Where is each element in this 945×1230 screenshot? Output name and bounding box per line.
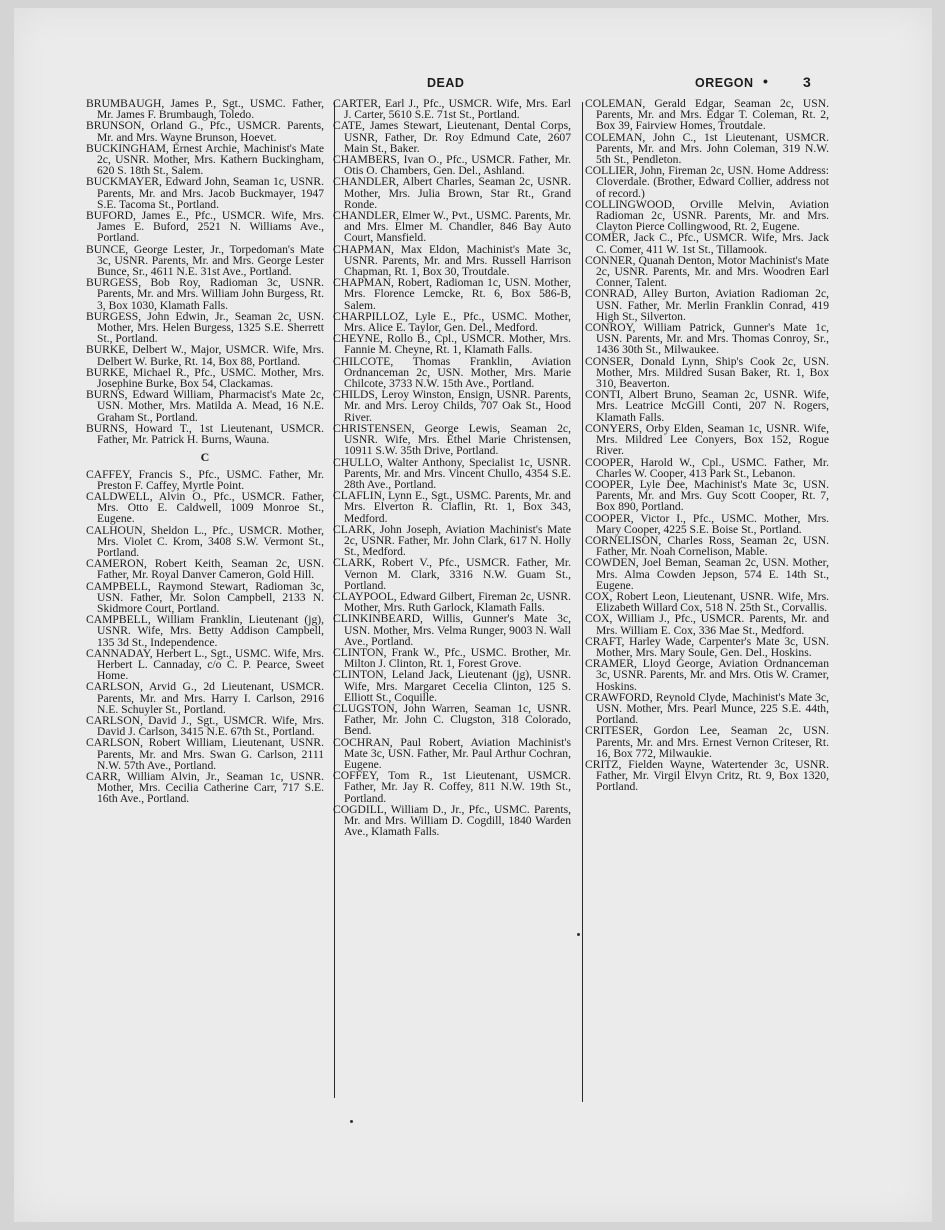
casualty-details: 1st Lieutenant, USMCR. Parents, Mr. and Mrs. John Coleman, 319 N.W. 5th St., Pendleton. xyxy=(596,130,830,167)
speck xyxy=(350,1120,353,1123)
casualty-details: Pfc., USMCR. Father, Mr. Otis O. Chambers, Gen. Del., Ashland. xyxy=(344,153,572,178)
casualty-details: Cpl., USMCR. Mother, Mrs. Fannie M. Cheyne, Rt. 1, Klamath Falls. xyxy=(344,332,571,357)
casualty-name: BUCKINGHAM, Ernest Archie, xyxy=(86,141,240,155)
column-divider xyxy=(582,102,583,1102)
casualty-name: BUFORD, James E., xyxy=(86,209,189,223)
casualty-name: CLINTON, Frank W., xyxy=(333,645,440,659)
casualty-name: BRUMBAUGH, James P., xyxy=(86,97,217,110)
casualty-entry xyxy=(86,558,324,580)
casualty-details: Pfc., USMCR. Wife, Mrs. Jack C. Comer, 411 W. 1st St., Tillamook. xyxy=(596,231,829,256)
casualty-name: COCHRAN, Paul Robert, xyxy=(333,735,464,749)
casualty-name: BUCKMAYER, Edward John, xyxy=(86,175,230,189)
casualty-details: Pfc., USMC. Father, Mr. Preston F. Caffey, Myrtle Point. xyxy=(97,467,324,492)
casualty-details: Pfc., USMCR. Wife, Mrs. Earl J. Carter, 5610 S.E. 71st St., Portland. xyxy=(344,97,572,122)
casualty-details: Pvt., USMC. Parents, Mr. and Mrs. Elmer M. Chandler, 846 Bay Auto Court, Mansfield. xyxy=(344,209,571,245)
casualty-entry xyxy=(585,232,829,254)
casualty-name: CARR, William Alvin, Jr., xyxy=(86,769,220,783)
casualty-name: CALDWELL, Alvin O., xyxy=(86,489,207,503)
casualty-entry xyxy=(86,277,324,311)
speck xyxy=(577,933,580,936)
casualty-entry xyxy=(333,277,571,311)
casualty-name: BURNS, Howard T., xyxy=(86,421,192,435)
casualty-entry xyxy=(585,658,829,692)
casualty-details: Aviation Radioman 2c, USNR. Parents, Mr. and Mrs. Clayton Pierce Collingwood, Rt. 2, Eugene. xyxy=(596,197,829,234)
casualty-name: BURGESS, Bob Roy, xyxy=(86,276,201,290)
casualty-name: BURNS, Edward William, xyxy=(86,388,214,402)
casualty-name: CARLSON, Arvid G., xyxy=(86,680,197,694)
casualty-entry xyxy=(86,367,324,389)
casualty-name: CRAMER, Lloyd George, xyxy=(585,657,714,671)
casualty-entry xyxy=(333,770,571,804)
casualty-name: CONTI, Albert Bruno, xyxy=(585,388,696,402)
casualty-entry xyxy=(585,423,829,457)
casualty-entry xyxy=(333,647,571,669)
casualty-name: CLUGSTON, John Warren, xyxy=(333,701,469,715)
casualty-name: CAFFEY, Francis S., xyxy=(86,467,192,481)
casualty-name: CLARK, Robert V., xyxy=(333,556,433,570)
casualty-details: Sgt., USMC. Wife, Mrs. Herbert L. Cannaday, c/o C. P. Pearce, Sweet Home. xyxy=(97,646,324,683)
casualty-name: CHULLO, Walter Anthony, xyxy=(333,455,465,469)
casualty-name: CHRISTENSEN, George Lewis, xyxy=(333,421,501,435)
casualty-details: 1st Lieutenant, USMCR. Father, Mr. Patrick H. Burns, Wauna. xyxy=(97,421,324,447)
casualty-details: Seaman 2c, USNR. Wife, Mrs. Leatrice McGill Conti, 207 N. Rogers, Klamath Falls. xyxy=(596,388,829,424)
casualty-name: COX, Robert Leon, xyxy=(585,589,680,603)
casualty-entry xyxy=(86,98,324,120)
casualty-details: Seaman 2c, USN. Mother, Mrs. Helen Burgess, 1325 S.E. Sherrett St., Portland. xyxy=(97,309,324,346)
casualty-entry xyxy=(86,423,324,445)
casualty-entry xyxy=(585,557,829,591)
casualty-entry xyxy=(333,120,571,154)
casualty-entry xyxy=(86,210,324,244)
casualty-details: Pfc., USMC. Mother, Mrs. Josephine Burke, Box 54, Clackamas. xyxy=(97,365,324,391)
section-letter: C xyxy=(200,450,210,465)
casualty-entry xyxy=(333,423,571,457)
casualty-entry xyxy=(86,469,324,491)
casualty-entry xyxy=(333,333,571,355)
casualty-name: BUNCE, George Lester, Jr., xyxy=(86,242,225,256)
casualty-details: Seaman 2c, USNR. Mother, Mrs. Julia Brown, Star Rt., Grand Ronde. xyxy=(344,175,571,211)
casualty-name: CLARK, John Joseph, xyxy=(333,522,441,536)
casualty-entry xyxy=(86,176,324,210)
casualty-name: COWDEN, Joel Beman, xyxy=(585,556,701,570)
header-bullet: • xyxy=(763,73,769,89)
casualty-details: Sgt., USMCR. Wife, Mrs. David J. Carlson, 3415 N.E. 67th St., Portland. xyxy=(97,713,324,739)
casualty-name: BURKE, Michael R., xyxy=(86,365,190,379)
casualty-entry xyxy=(333,703,571,737)
casualty-name: CHANDLER, Albert Charles, xyxy=(333,175,475,189)
casualty-details: Aviation Machinist's Mate 2c, USNR. Father, Mr. John Clark, 617 N. Holly St., Medford. xyxy=(344,522,571,559)
casualty-entry xyxy=(585,535,829,557)
casualty-entry xyxy=(86,120,324,142)
casualty-name: CLINTON, Leland Jack, xyxy=(333,668,453,682)
casualty-entry xyxy=(585,322,829,356)
casualty-name: CHARPILLOZ, Lyle E., xyxy=(333,309,456,323)
casualty-name: CONSER, Donald Lynn, xyxy=(585,354,709,368)
casualty-details: Specialist 1c, USNR. Parents, Mr. and Mrs. Vincent Chullo, 4354 S.E. 28th Ave., Portland. xyxy=(344,455,571,491)
casualty-details: Fireman 2c, USN. Home Address: Cloverdale. (Brother, Edward Collier, address not of record.) xyxy=(596,164,830,200)
casualty-entry xyxy=(86,491,324,525)
casualty-details: Seaman 2c, USNR. Wife, Mrs. Ethel Marie Christensen, 10911 S.W. 35th Drive, Portland. xyxy=(344,421,571,458)
casualty-name: CRAFT, Harley Wade, xyxy=(585,634,695,648)
casualty-entry xyxy=(585,613,829,635)
casualty-entry xyxy=(333,490,571,524)
casualty-details: Pharmacist's Mate 2c, USN. Mother, Mrs. Matilda A. Mead, 16 N.E. Graham St., Portland. xyxy=(97,388,325,424)
casualty-details: Ensign, USNR. Parents, Mr. and Mrs. Leroy Childs, 707 Oak St., Hood River. xyxy=(344,388,571,424)
casualty-details: Pfc., USMCR. Father, Mr. Vernon M. Clark, 3316 N.W. Guam St., Portland. xyxy=(344,556,571,592)
casualty-entry xyxy=(585,199,829,233)
casualty-details: Seaman 2c, USN. Parents, Mr. and Mrs. Edgar T. Coleman, Rt. 2, Box 39, Fairview Homes, Troutdale. xyxy=(596,97,829,133)
casualty-name: CANNADAY, Herbert L., xyxy=(86,646,208,660)
casualty-name: CLAYPOOL, Edward Gilbert, xyxy=(333,589,475,603)
casualty-name: COGDILL, William D., Jr., xyxy=(333,802,465,816)
casualty-name: COOPER, Harold W., xyxy=(585,455,695,469)
casualty-details: Sgt., USMC. Parents, Mr. and Mrs. Elverton R. Claflin, Rt. 1, Box 343, Medford. xyxy=(344,489,571,525)
casualty-entry xyxy=(333,154,571,176)
casualty-name: COOPER, Lyle Dee, xyxy=(585,477,688,491)
casualty-entry xyxy=(86,244,324,278)
casualty-details: Seaman 2c, USN. Father, Mr. Royal Danver Cameron, Gold Hill. xyxy=(97,557,324,582)
casualty-entry xyxy=(86,737,324,771)
casualty-details: Machinist's Mate 2c, USNR. Mother, Mrs. Kathern Buckingham, 620 S. 18th St., Salem. xyxy=(97,141,324,178)
casualty-entry xyxy=(86,681,324,715)
casualty-entry xyxy=(333,557,571,591)
casualty-entry xyxy=(86,311,324,345)
casualty-entry xyxy=(585,457,829,479)
casualty-entry xyxy=(585,389,829,423)
casualty-name: CRITZ, Fielden Wayne, xyxy=(585,757,705,771)
casualty-name: CONRAD, Alley Burton, xyxy=(585,287,710,301)
casualty-entry xyxy=(86,771,324,805)
column-3 xyxy=(585,98,829,793)
casualty-name: CHAMBERS, Ivan O., xyxy=(333,153,443,167)
casualty-entry xyxy=(333,244,571,278)
casualty-details: Machinist's Mate 3c, USN. Parents, Mr. and Mrs. Guy Scott Cooper, Rt. 7, Box 890, Portland. xyxy=(596,477,829,514)
casualty-details: Aviation Radioman 2c, USN. Father, Mr. Merlin Franklin Conrad, 419 High St., Silverton. xyxy=(596,287,830,323)
casualty-name: CARLSON, David J., xyxy=(86,713,192,727)
casualty-details: Aviation Ordnanceman 2c, USN. Mother, Mrs. Marie Chilcote, 3733 N.W. 15th Ave., Portland. xyxy=(344,354,571,391)
casualty-entry xyxy=(585,759,829,793)
casualty-details: 2d Lieutenant, USMCR. Parents, Mr. and Mrs. Harry I. Carlson, 2916 N.E. Schuyler St., Portland. xyxy=(97,680,325,716)
casualty-entry xyxy=(333,737,571,771)
casualty-entry xyxy=(86,581,324,615)
casualty-details: Gunner's Mate 1c, USN. Parents, Mr. and Mrs. Thomas Conroy, Sr., 1436 30th St., Milwaukee. xyxy=(596,321,829,357)
document-page xyxy=(14,8,932,1222)
casualty-name: COMER, Jack C., xyxy=(585,231,673,245)
casualty-details: Seaman 2c, USN. Mother, Mrs. Alma Cowden Jepson, 574 E. 14th St., Eugene. xyxy=(596,556,829,592)
casualty-name: COFFEY, Tom R., xyxy=(333,769,433,783)
casualty-name: CONNER, Quanah Denton, xyxy=(585,253,715,267)
casualty-name: CHILDS, Leroy Winston, xyxy=(333,388,455,402)
state-title: OREGON xyxy=(695,76,754,90)
casualty-name: CHAPMAN, Robert, xyxy=(333,276,433,290)
casualty-entry xyxy=(585,132,829,166)
casualty-details: Motor Machinist's Mate 2c, USNR. Parents, Mr. and Mrs. Woodren Earl Conner, Talent. xyxy=(596,253,830,290)
casualty-name: CAMERON, Robert Keith, xyxy=(86,557,224,571)
casualty-entry xyxy=(86,143,324,177)
casualty-details: Lieutenant (jg), USNR. Wife, Mrs. Margaret Cecelia Clinton, 125 S. Elliott St., Coquille. xyxy=(344,668,571,704)
casualty-entry xyxy=(585,591,829,613)
casualty-name: CHAPMAN, Max Eldon, xyxy=(333,242,460,256)
casualty-name: CLINKINBEARD, Willis, xyxy=(333,612,464,626)
casualty-details: Lieutenant, USNR. Wife, Mrs. Elizabeth Willard Cox, 518 N. 25th St., Corvallis. xyxy=(596,589,830,615)
casualty-entry xyxy=(333,356,571,390)
casualty-name: COLEMAN, Gerald Edgar, xyxy=(585,97,726,110)
casualty-details: Pfc., USMCR. Father, Mrs. Otto E. Caldwell, 1009 Monroe St., Eugene. xyxy=(97,489,324,526)
casualty-details: Pfc., USMC. Mother, Mrs. Mary Cooper, 4225 S.E. Boise St., Portland. xyxy=(596,511,829,536)
casualty-name: CARTER, Earl J., xyxy=(333,97,419,110)
casualty-details: Seaman 1c, USNR. Wife, Mrs. Mildred Lee Conyers, Box 152, Rogue River. xyxy=(596,421,829,458)
casualty-entry xyxy=(86,715,324,737)
casualty-entry xyxy=(585,513,829,535)
casualty-entry xyxy=(585,288,829,322)
casualty-entry xyxy=(585,255,829,289)
casualty-entry xyxy=(86,525,324,559)
casualty-details: Lieutenant, Dental Corps, USNR, Father, Dr. Roy Edmund Cate, 2607 Main St., Baker. xyxy=(344,119,572,155)
page-header xyxy=(14,74,932,92)
casualty-details: Pfc., USMC. Parents, Mr. and Mrs. William D. Cogdill, 1840 Warden Ave., Klamath Falls. xyxy=(344,802,571,839)
casualty-details: Radioman 3c, USNR. Parents, Mr. and Mrs. William John Burgess, Rt. 3, Box 1030, Klamath Falls. xyxy=(97,276,324,312)
casualty-name: CLAFLIN, Lynn E., xyxy=(333,489,428,503)
casualty-entry xyxy=(86,648,324,682)
casualty-details: Seaman 2c, USN. Father, Mr. Noah Cornelison, Mable. xyxy=(596,533,829,559)
casualty-name: BURGESS, John Edwin, Jr., xyxy=(86,309,229,323)
casualty-name: CAMPBELL, Raymond Stewart, xyxy=(86,579,249,593)
casualty-details: Pfc., USMC. Brother, Mr. Milton J. Clinton, Rt. 1, Forest Grove. xyxy=(344,645,571,671)
casualty-entry xyxy=(333,591,571,613)
casualty-entry xyxy=(86,389,324,423)
casualty-name: CALHOUN, Sheldon L., xyxy=(86,523,207,537)
casualty-details: 1st Lieutenant, USMCR. Father, Mr. Jay R. Coffey, 811 N.W. 19th St., Portland. xyxy=(344,769,571,805)
casualty-name: CONYERS, Orby Elden, xyxy=(585,421,704,435)
casualty-name: BURKE, Delbert W., xyxy=(86,343,187,357)
casualty-name: COX, William J., xyxy=(585,612,670,626)
column-2 xyxy=(333,98,571,837)
casualty-details: Machinist's Mate 3c, USN. Mother, Mrs. Pearl Munce, 225 S.E. 44th, Portland. xyxy=(596,690,829,727)
casualty-entry xyxy=(86,614,324,648)
casualty-name: CHEYNE, Rollo B., xyxy=(333,332,431,346)
casualty-entry xyxy=(585,165,829,199)
casualty-name: COLLIER, John, xyxy=(585,164,665,178)
casualty-entry xyxy=(333,804,571,838)
casualty-details: Major, USMCR. Wife, Mrs. Delbert W. Burke, Rt. 14, Box 88, Portland. xyxy=(97,343,324,368)
column-1 xyxy=(86,98,324,805)
casualty-details: Seaman 1c, USNR. Parents, Mr. and Mrs. Jacob Buckmayer, 1947 S.E. Tacoma St., Portland. xyxy=(97,175,324,211)
casualty-entry xyxy=(585,356,829,390)
casualty-details: Radioman 1c, USN. Mother, Mrs. Florence Lemcke, Rt. 6, Box 586-B, Salem. xyxy=(344,276,571,312)
page-number: 3 xyxy=(803,74,812,90)
casualty-details: Sgt., USMC. Father, Mr. James F. Brumbaugh, Toledo. xyxy=(97,97,325,122)
section-title: DEAD xyxy=(427,76,465,90)
casualty-entry xyxy=(333,176,571,210)
casualty-entry xyxy=(333,457,571,491)
casualty-entry xyxy=(333,524,571,558)
casualty-details: Ship's Cook 2c, USN. Mother, Mrs. Mildred Susan Baker, Rt. 1, Box 310, Beaverton. xyxy=(596,354,829,391)
casualty-name: COLEMAN, John C., xyxy=(585,130,697,144)
casualty-entry xyxy=(333,613,571,647)
casualty-details: Torpedoman's Mate 3c, USNR. Parents, Mr. and Mrs. George Lester Bunce, Sr., 4611 N.E. 31st Ave., Portland. xyxy=(97,242,324,279)
casualty-details: Gunner's Mate 3c, USN. Mother, Mrs. Velma Runger, 9003 N. Wall Ave., Portland. xyxy=(344,612,571,648)
casualty-details: Lieutenant, USNR. Parents, Mr. and Mrs. Swan G. Carlson, 2111 N.W. 57th Ave., Portland. xyxy=(97,736,324,772)
casualty-details: Pfc., USMCR. Parents, Mr. and Mrs. Wayne Brunson, Hoevet. xyxy=(97,119,324,144)
casualty-details: Pfc., USMCR. Mother, Mrs. Violet C. Krom, 3408 S.W. Vermont St., Portland. xyxy=(97,523,324,559)
casualty-entry xyxy=(333,311,571,333)
casualty-details: Cpl., USMC. Father, Mr. Charles W. Cooper, 413 Park St., Lebanon. xyxy=(596,455,829,480)
casualty-entry xyxy=(86,344,324,366)
casualty-details: Carpenter's Mate 3c, USN. Mother, Mrs. Mary Soule, Gen. Del., Hoskins. xyxy=(596,634,829,659)
casualty-details: Pfc., USMCR. Wife, Mrs. James E. Buford, 2521 N. Williams Ave., Portland. xyxy=(97,209,324,245)
casualty-details: Pfc., USMCR. Parents, Mr. and Mrs. William E. Cox, 336 Mae St., Medford. xyxy=(596,612,829,637)
casualty-name: CARLSON, Robert William, xyxy=(86,736,227,750)
casualty-entry xyxy=(585,636,829,658)
casualty-name: BRUNSON, Orland G., xyxy=(86,119,204,133)
casualty-name: CAMPBELL, William Franklin, xyxy=(86,613,243,627)
casualty-entry xyxy=(585,725,829,759)
casualty-name: COLLINGWOOD, Orville Melvin, xyxy=(585,197,775,211)
casualty-details: Fireman 2c, USNR. Mother, Mrs. Ruth Garlock, Klamath Falls. xyxy=(344,589,571,615)
casualty-name: CHILCOTE, Thomas Franklin, xyxy=(333,354,513,368)
casualty-name: CHANDLER, Elmer W., xyxy=(333,209,449,223)
casualty-name: CONROY, William Patrick, xyxy=(585,321,726,335)
casualty-name: COOPER, Victor I., xyxy=(585,511,686,525)
casualty-name: CRAWFORD, Reynold Clyde, xyxy=(585,690,729,704)
casualty-details: Watertender 3c, USNR. Father, Mr. Virgil Elvyn Critz, Rt. 9, Box 1320, Portland. xyxy=(596,757,829,794)
casualty-entry xyxy=(333,210,571,244)
casualty-entry xyxy=(333,669,571,703)
casualty-details: Seaman 1c, USNR. Father, Mr. John C. Clugston, 318 Colorado, Bend. xyxy=(344,701,571,738)
casualty-entry xyxy=(585,98,829,132)
casualty-details: Machinist's Mate 3c, USNR. Parents, Mr. and Mrs. Russell Harrison Chapman, Rt. 1, Box 30, Troutdale. xyxy=(344,242,571,279)
casualty-entry xyxy=(333,98,571,120)
casualty-details: Seaman 1c, USNR. Mother, Mrs. Cecilia Catherine Carr, 717 S.E. 16th Ave., Portland. xyxy=(97,769,324,806)
casualty-name: CATE, James Stewart, xyxy=(333,119,442,133)
casualty-details: Aviation Machinist's Mate 3c, USN. Father, Mr. Paul Arthur Cochran, Eugene. xyxy=(344,735,571,771)
casualty-name: CORNELISON, Charles Ross, xyxy=(585,533,735,547)
casualty-details: Seaman 2c, USN. Parents, Mr. and Mrs. Ernest Vernon Criteser, Rt. 16, Box 772, Milwaukie. xyxy=(596,724,829,760)
casualty-details: Radioman 3c, USN. Father, Mr. Solon Campbell, 2133 N. Skidmore Court, Portland. xyxy=(97,579,324,615)
casualty-details: Aviation Ordnanceman 3c, USNR. Parents, Mr. and Mrs. Otis W. Cramer, Hoskins. xyxy=(596,657,829,693)
casualty-details: Pfc., USMC. Mother, Mrs. Alice E. Taylor, Gen. Del., Medford. xyxy=(344,309,571,335)
casualty-entry xyxy=(585,479,829,513)
casualty-entry xyxy=(333,389,571,423)
casualty-name: CRITESER, Gordon Lee, xyxy=(585,724,720,738)
casualty-entry xyxy=(585,692,829,726)
casualty-details: Lieutenant (jg), USNR. Wife, Mrs. Betty Addison Campbell, 135 3d St., Independence. xyxy=(97,613,324,649)
